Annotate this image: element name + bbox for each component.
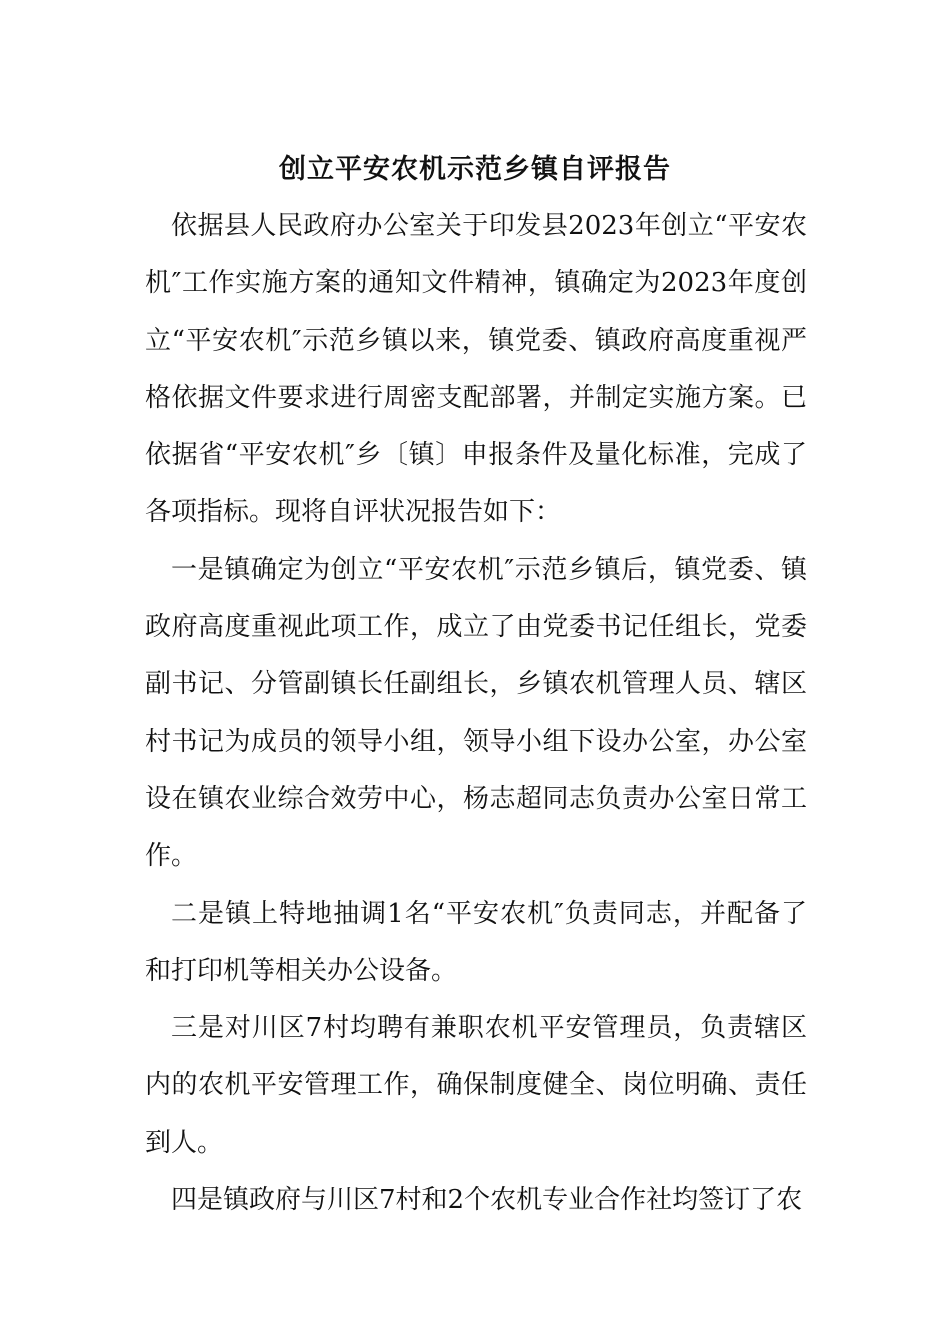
document-body — [145, 198, 807, 1229]
paragraph-intro: 依据县人民政府办公室关于印发县2023年创立“平安农机″工作实施方案的通知文件精神，镇确定为2023年度创立“平安农机″示范乡镇以来，镇党委、镇政府高度重视严格依据文件要求进行周密支配部署，并制定实施方案。已依据省“平安农机″乡〔镇〕申报条件及量化标准，完成了各项指标。现将自评状况报告如下： — [145, 211, 807, 528]
paragraph-item-1: 一是镇确定为创立“平安农机″示范乡镇后，镇党委、镇政府高度重视此项工作，成立了由党委书记任组长，党委副书记、分管副镇长任副组长，乡镇农机管理人员、辖区村书记为成员的领导小组，领导小组下设办公室，办公室设在镇农业综合效劳中心，杨志超同志负责办公室日常工作。 — [145, 554, 807, 872]
paragraph-item-4: 四是镇政府与川区7村和2个农机专业合作社均签订了农 — [171, 1185, 803, 1216]
paragraph-item-2: 二是镇上特地抽调1名“平安农机″负责同志，并配备了和打印机等相关办公设备。 — [145, 898, 807, 986]
document-title: 创立平安农机示范乡镇自评报告 — [279, 154, 671, 186]
paragraph-item-3: 三是对川区7村均聘有兼职农机平安管理员，负责辖区内的农机平安管理工作，确保制度健全、岗位明确、责任到人。 — [145, 1013, 807, 1158]
